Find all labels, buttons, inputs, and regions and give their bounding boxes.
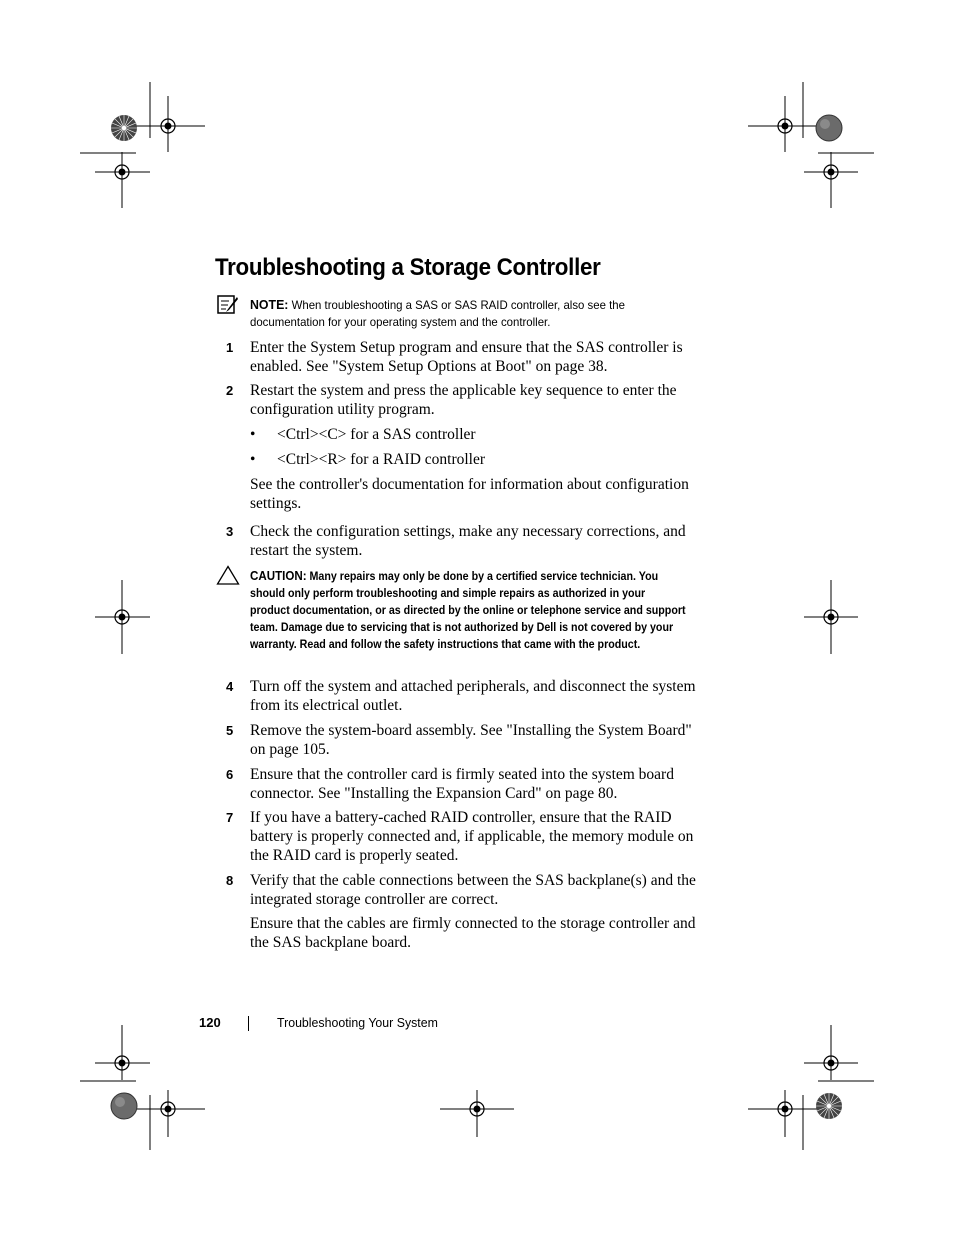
page-number: 120 [199, 1015, 221, 1030]
step-8 [226, 871, 706, 909]
bullet-dot: • [250, 426, 256, 443]
step-number: 8 [226, 873, 234, 888]
step-text: Restart the system and press the applicable key sequence to enter the configuration utility program. [250, 382, 677, 418]
step-number: 4 [226, 679, 234, 694]
caution-callout [250, 567, 686, 653]
step-number: 2 [226, 383, 234, 398]
step-3 [226, 522, 686, 560]
page-title: Troubleshooting a Storage Controller [215, 254, 601, 281]
step-number: 1 [226, 340, 234, 355]
caution-triangle-icon [216, 565, 240, 585]
step-6 [226, 765, 706, 803]
step-text: Ensure that the controller card is firmly seated into the system board connector. See "Installing the Expansion Card" on page 80. [250, 766, 674, 802]
step-text: Verify that the cable connections between the SAS backplane(s) and the integrated storage controller are correct. [250, 872, 696, 908]
footer-chapter-title: Troubleshooting Your System [277, 1015, 438, 1030]
step-text: Turn off the system and attached peripherals, and disconnect the system from its electrical outlet. [250, 678, 696, 714]
step-5 [226, 721, 706, 759]
step-number: 7 [226, 810, 234, 825]
bullet-dot: • [250, 451, 256, 468]
step-number: 3 [226, 524, 234, 539]
bullet-text: <Ctrl><R> for a RAID controller [277, 451, 486, 468]
step-text: Remove the system-board assembly. See "Installing the System Board" on page 105. [250, 722, 692, 758]
step-text: Check the configuration settings, make any necessary corrections, and restart the system. [250, 523, 686, 559]
step-text: If you have a battery-cached RAID controller, ensure that the RAID battery is properly connected and, if applicable, the memory module on the RAID card is properly seated. [250, 809, 694, 864]
caution-label: CAUTION: [250, 568, 307, 583]
footer-divider [248, 1016, 249, 1031]
step-8-followup: Ensure that the cables are firmly connected to the storage controller and the SAS backplane board. [250, 915, 696, 951]
note-pencil-icon [217, 295, 239, 315]
note-callout [250, 296, 697, 331]
bullet-text: <Ctrl><C> for a SAS controller [277, 426, 476, 443]
bullet-item [250, 425, 476, 444]
step-7 [226, 808, 706, 865]
step-2 [226, 381, 706, 419]
caution-text: Many repairs may only be done by a certified service technician. You should only perform troubleshooting and simple repairs as authorized in your product documentation, or as directed by the online or telephone service and support team. Damage due to servicing that is not authorized by Dell is not covered by your warranty. Read and follow the safety instructions that came with the product. [250, 569, 686, 651]
bullet-item [250, 450, 485, 469]
step-1 [226, 338, 706, 376]
step-number: 5 [226, 723, 234, 738]
step-2-followup: See the controller's documentation for information about configuration settings. [250, 476, 689, 512]
step-number: 6 [226, 767, 234, 782]
note-text: When troubleshooting a SAS or SAS RAID controller, also see the documentation for your operating system and the controller. [250, 298, 625, 329]
step-text: Enter the System Setup program and ensure that the SAS controller is enabled. See "System Setup Options at Boot" on page 38. [250, 339, 683, 375]
step-4 [226, 677, 706, 715]
note-label: NOTE: [250, 297, 289, 312]
